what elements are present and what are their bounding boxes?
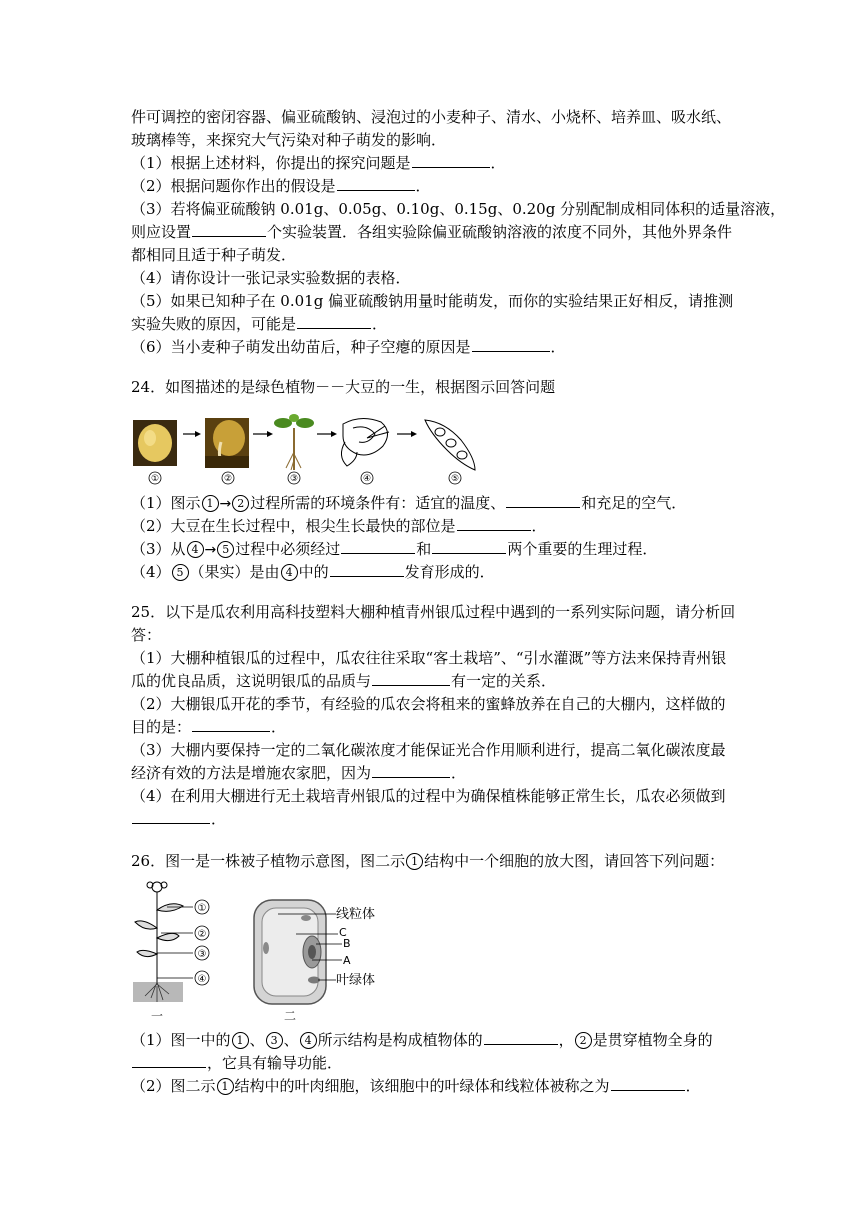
cell-label-c: C bbox=[339, 926, 347, 939]
q25-part-4-cont bbox=[131, 809, 226, 829]
circled-number: 1 bbox=[232, 1032, 249, 1049]
period: ． bbox=[550, 338, 566, 356]
fig-label-5: ⑤ bbox=[450, 474, 460, 484]
answer-blank[interactable] bbox=[611, 1076, 685, 1091]
arrow-icon: → bbox=[219, 496, 232, 512]
answer-blank[interactable] bbox=[192, 222, 266, 237]
answer-blank[interactable] bbox=[484, 1030, 558, 1045]
q23-part-3-text-a: 则应设置 bbox=[131, 223, 192, 241]
answer-blank[interactable] bbox=[506, 493, 580, 508]
q24-part-4-text-d: 发育形成的． bbox=[404, 563, 495, 581]
q25-part-1-text-b: 有一定的关系． bbox=[451, 672, 557, 690]
cell-diagram bbox=[246, 894, 396, 1026]
q25-title-cont: 答： bbox=[131, 626, 162, 644]
seedling-image bbox=[274, 414, 314, 470]
q25-part-1-text-a: 瓜的优良品质，这说明银瓜的品质与 bbox=[131, 672, 372, 690]
fig-label-1: ① bbox=[150, 474, 160, 484]
q25-part-3-cont bbox=[131, 763, 466, 783]
q23-line-1: 件可调控的密闭容器、偏亚硫酸钠、浸泡过的小麦种子、清水、小烧杯、培养皿、吸水纸、 bbox=[131, 108, 732, 126]
period: ． bbox=[372, 315, 388, 333]
q24-part-2-text: （2）大豆在生长过程中，根尖生长最快的部位是 bbox=[131, 517, 456, 535]
circled-number: 4 bbox=[300, 1032, 317, 1049]
fig2-caption: 二 bbox=[283, 1009, 297, 1023]
cell-label-a: A bbox=[343, 954, 351, 967]
q26-part-1-text-f: 是贯穿植物全身的 bbox=[592, 1031, 713, 1049]
q23-part-4: （4）请你设计一张记录实验数据的表格． bbox=[131, 269, 411, 287]
period: ． bbox=[211, 810, 227, 828]
q23-part-2-text: （2）根据问题你作出的假设是 bbox=[131, 177, 336, 195]
circled-number: 4 bbox=[187, 541, 204, 558]
q26-part-1 bbox=[131, 1030, 713, 1050]
q26-part-1-text-a: （1）图一中的 bbox=[131, 1031, 231, 1049]
answer-blank[interactable] bbox=[372, 671, 450, 686]
circled-number: 5 bbox=[217, 541, 234, 558]
q26-title bbox=[131, 851, 724, 871]
q24-part-1 bbox=[131, 493, 686, 514]
circled-number: 5 bbox=[172, 564, 189, 581]
q24-part-1-text-a: （1）图示 bbox=[131, 494, 201, 512]
q24-part-4-text-a: （4） bbox=[131, 563, 171, 581]
q26-title-text-a: 26．图一是一株被子植物示意图，图二示 bbox=[131, 852, 406, 870]
answer-blank[interactable] bbox=[432, 539, 506, 554]
period: ． bbox=[271, 718, 287, 736]
circled-number: 2 bbox=[575, 1032, 592, 1049]
arrow-head-icon bbox=[267, 431, 273, 437]
q24-part-3-text-c: 和 bbox=[416, 540, 432, 558]
soybean-life-cycle-figure bbox=[131, 412, 501, 488]
q23-part-5: （5）如果已知种子在 0.01g 偏亚硫酸钠用量时能萌发，而你的实验结果正好相反，请推测 bbox=[131, 292, 734, 310]
plant-label-2: ② bbox=[197, 929, 207, 940]
circled-number: 1 bbox=[406, 853, 423, 870]
q24-part-4 bbox=[131, 562, 495, 582]
q23-line-2: 玻璃棒等，来探究大气污染对种子萌发的影响． bbox=[131, 131, 447, 149]
q26-part-1-text-e: ， bbox=[558, 1031, 574, 1049]
arrow-head-icon bbox=[195, 431, 201, 437]
circled-number: 1 bbox=[202, 495, 219, 512]
q26-part-2-text-b: 结构中的叶肉细胞，该细胞中的叶绿体和线粒体被称之为 bbox=[234, 1077, 610, 1095]
q23-part-1-text: （1）根据上述材料，你提出的探究问题是 bbox=[131, 154, 411, 172]
plant-label-4: ④ bbox=[197, 974, 207, 985]
q24-part-4-text-b: （果实）是由 bbox=[189, 563, 280, 581]
circled-number: 3 bbox=[266, 1032, 283, 1049]
bean-pod-drawing bbox=[425, 420, 475, 470]
answer-blank[interactable] bbox=[192, 717, 270, 732]
period: ． bbox=[531, 517, 547, 535]
q26-part-2-text-a: （2）图二示 bbox=[131, 1077, 216, 1095]
q23-part-2 bbox=[131, 176, 431, 196]
plant-label-3: ③ bbox=[197, 949, 207, 960]
fig1-caption: 一 bbox=[150, 1009, 164, 1023]
circled-number: 1 bbox=[217, 1078, 234, 1095]
q24-part-4-text-c: 中的 bbox=[298, 563, 329, 581]
q24-title: 24．如图描述的是绿色植物－－大豆的一生，根据图示回答问题 bbox=[131, 378, 556, 396]
q24-part-2 bbox=[131, 516, 547, 536]
answer-blank[interactable] bbox=[330, 562, 404, 577]
answer-blank[interactable] bbox=[337, 176, 415, 191]
answer-blank[interactable] bbox=[412, 153, 490, 168]
answer-blank[interactable] bbox=[341, 539, 415, 554]
answer-blank[interactable] bbox=[472, 337, 550, 352]
q23-part-1 bbox=[131, 153, 506, 173]
q26-part-1-text-b: 、 bbox=[249, 1031, 265, 1049]
q25-title: 25．以下是瓜农利用高科技塑料大棚种植青州银瓜过程中遇到的一系列实际问题，请分析回 bbox=[131, 603, 736, 621]
plant-diagram bbox=[131, 878, 221, 1026]
germinating-seed-image bbox=[205, 418, 249, 468]
q23-part-3: （3）若将偏亚硫酸钠 0.01g、0.05g、0.10g、0.15g、0.20g 分别配制成相同体积的适量溶液， bbox=[131, 200, 786, 218]
cell-label-mitochondria: 线粒体 bbox=[336, 907, 376, 922]
cell-label-chloroplast: 叶绿体 bbox=[336, 973, 376, 988]
q25-part-3: （3）大棚内要保持一定的二氧化碳浓度才能保证光合作用顺利进行，提高二氧化碳浓度最 bbox=[131, 741, 726, 759]
q26-part-2 bbox=[131, 1076, 701, 1096]
q26-part-1-cont bbox=[131, 1053, 342, 1073]
circled-number: 2 bbox=[232, 495, 249, 512]
q24-part-3-text-b: 过程中必须经过 bbox=[235, 540, 341, 558]
answer-blank[interactable] bbox=[297, 314, 371, 329]
fig-label-4: ④ bbox=[362, 474, 372, 484]
answer-blank[interactable] bbox=[132, 1053, 206, 1068]
q25-part-2-text: 目的是： bbox=[131, 718, 192, 736]
q23-part-6-text: （6）当小麦种子萌发出幼苗后，种子空瘪的原因是 bbox=[131, 338, 471, 356]
q24-part-1-text-c: 和充足的空气． bbox=[581, 494, 687, 512]
q25-part-3-text: 经济有效的方法是增施农家肥，因为 bbox=[131, 764, 372, 782]
arrow-head-icon bbox=[411, 431, 417, 437]
flower-drawing bbox=[341, 418, 389, 466]
arrow-head-icon bbox=[331, 431, 337, 437]
plant-label-1: ① bbox=[197, 903, 207, 914]
q26-title-text-b: 结构中一个细胞的放大图，请回答下列问题： bbox=[424, 852, 725, 870]
q23-part-3-end: 都相同且适于种子萌发． bbox=[131, 246, 297, 264]
q25-part-2: （2）大棚银瓜开花的季节，有经验的瓜农会将租来的蜜蜂放养在自己的大棚内，这样做的 bbox=[131, 695, 726, 713]
q25-part-1-cont bbox=[131, 671, 556, 691]
q23-part-3-text-b: 个实验装置．各组实验除偏亚硫酸钠溶液的浓度不同外，其他外界条件 bbox=[267, 223, 733, 241]
answer-blank[interactable] bbox=[132, 809, 210, 824]
q25-part-1: （1）大棚种植银瓜的过程中，瓜农往往采取“客土栽培”、“引水灌溉”等方法来保持青州银 bbox=[131, 649, 727, 667]
fig-label-3: ③ bbox=[289, 474, 299, 484]
q23-part-5-text: 实验失败的原因，可能是 bbox=[131, 315, 297, 333]
period: ． bbox=[685, 1077, 701, 1095]
q25-part-2-cont bbox=[131, 717, 286, 737]
q23-part-6 bbox=[131, 337, 566, 357]
answer-blank[interactable] bbox=[457, 516, 531, 531]
q24-part-3-text-d: 两个重要的生理过程． bbox=[507, 540, 658, 558]
q23-part-5-cont bbox=[131, 314, 387, 334]
q24-part-1-text-b: 过程所需的环境条件有：适宜的温度、 bbox=[250, 494, 506, 512]
q24-part-3 bbox=[131, 539, 657, 560]
circled-number: 4 bbox=[281, 564, 298, 581]
period: ． bbox=[490, 154, 506, 172]
seed-image bbox=[133, 420, 177, 466]
q26-part-1-text-c: 、 bbox=[283, 1031, 299, 1049]
arrow-icon: → bbox=[204, 542, 217, 558]
q24-part-3-text-a: （3）从 bbox=[131, 540, 186, 558]
period: ． bbox=[415, 177, 431, 195]
answer-blank[interactable] bbox=[372, 763, 450, 778]
q26-part-1-text-d: 所示结构是构成植物体的 bbox=[317, 1031, 483, 1049]
period: ． bbox=[451, 764, 467, 782]
q25-part-4: （4）在利用大棚进行无土栽培青州银瓜的过程中为确保植株能够正常生长，瓜农必须做到 bbox=[131, 787, 726, 805]
q23-part-3-cont bbox=[131, 222, 732, 242]
fig-label-2: ② bbox=[223, 474, 233, 484]
q26-part-1-text-g: ，它具有输导功能． bbox=[207, 1054, 343, 1072]
cell-label-b: B bbox=[343, 937, 351, 950]
